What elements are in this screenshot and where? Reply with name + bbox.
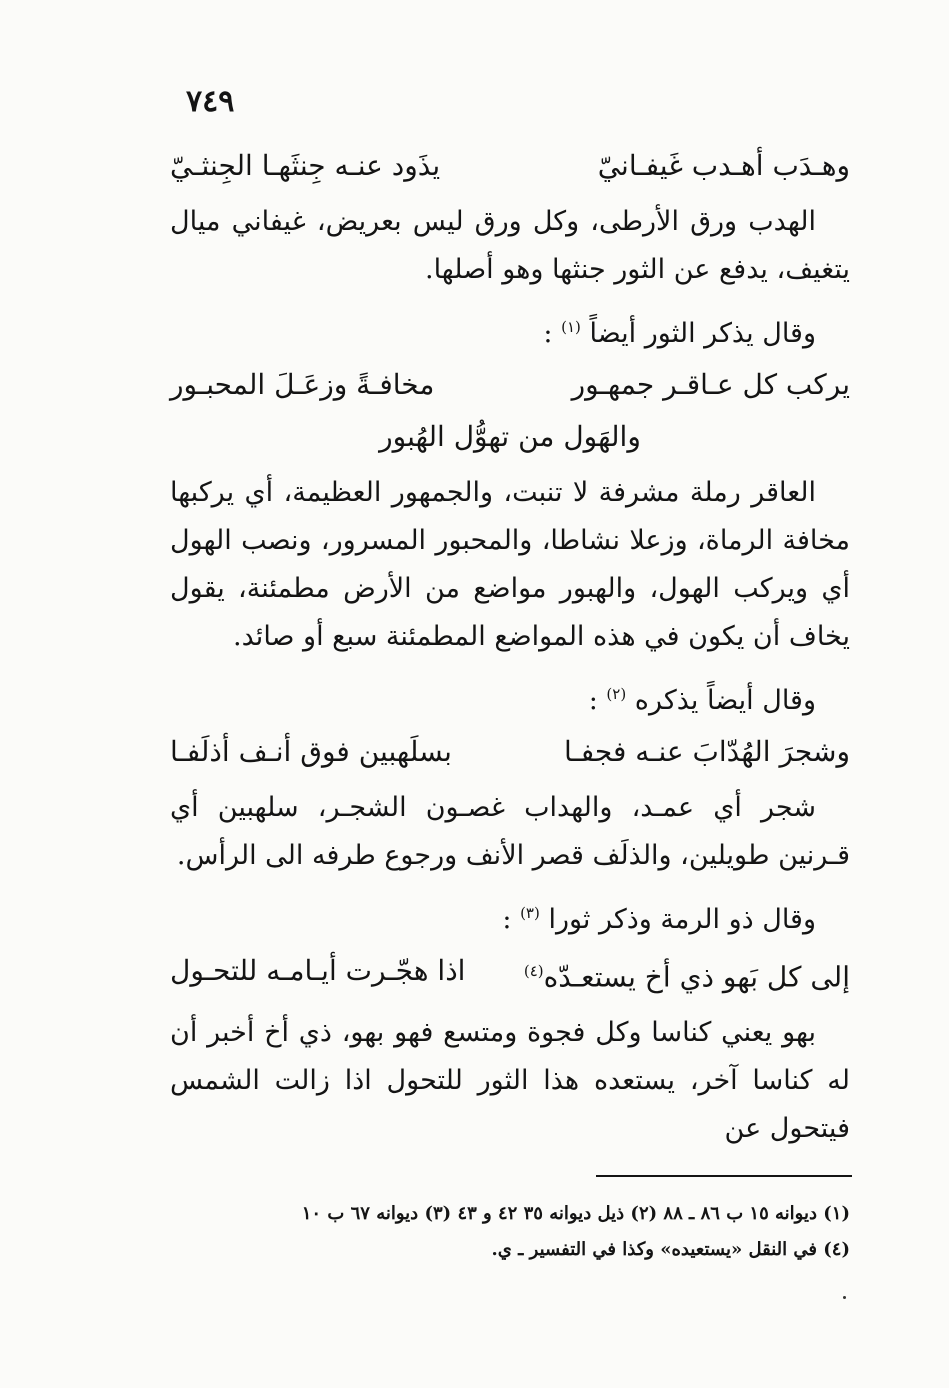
intro-text: وقال ذو الرمة وذكر ثورا bbox=[548, 904, 816, 935]
verse-line-centered bbox=[170, 411, 850, 463]
verse-introduction bbox=[170, 302, 850, 359]
footnote-marker: (٣) bbox=[520, 904, 540, 922]
verse-introduction bbox=[170, 888, 850, 945]
footnote-divider bbox=[596, 1175, 852, 1177]
verse-first-hemistich: وهـدَب أهـدب غَيفـانيّ bbox=[597, 149, 850, 182]
commentary-paragraph: العاقر رملة مشرفة لا تنبت، والجمهور العظيمة، أي يركبها مخافة الرماة، وزعلا نشاطا، والمحبور المسرور، ونصب الهول أي ويركب الهول، والهبور مواضع من الأرض مطمئنة، يقول يخاف أن يكون في هذه المواضع المطمئنة سبع أو صائد. bbox=[170, 477, 850, 652]
intro-text: وقال يذكر الثور أيضاً bbox=[589, 318, 816, 349]
page-number: ٧٤٩ bbox=[186, 84, 235, 119]
verse-second-hemistich: مخافـةً وزعَـلَ المحبـور bbox=[170, 368, 435, 401]
intro-colon: : bbox=[588, 685, 598, 716]
intro-colon: : bbox=[543, 318, 553, 349]
commentary-paragraph: شجر أي عمـد، والهداب غصـون الشجـر، سلهبين أي قـرنين طويلين، والذلَف قصر الأنف ورجوع طرفه الى الرأس. bbox=[170, 792, 850, 871]
verse-second-hemistich: يذَود عنـه جِنثَهـا الجِنثـيّ bbox=[170, 149, 441, 182]
ink-speck bbox=[843, 1296, 846, 1299]
verse-second-hemistich: بسلَهبين فوق أنـف أذلَفـا bbox=[170, 735, 452, 768]
commentary-paragraph: بهو يعني كناسا وكل فجوة ومتسع فهو بهو، ذي أخ أخبر أن له كناسا آخر، يستعده هذا الثور للتحول اذا زالت الشمس فيتحول عن bbox=[170, 1017, 850, 1145]
main-text bbox=[170, 140, 850, 1161]
verse-first-hemistich: يركب كل عـاقـر جمهـور bbox=[571, 368, 850, 401]
verse-line bbox=[170, 726, 850, 778]
footnotes bbox=[170, 1196, 850, 1268]
footnote-line: (١) ديوانه ١٥ ب ٨٦ ـ ٨٨ (٢) ذيل ديوانه ٣٥ ٤٢ و ٤٣ (٣) ديوانه ٦٧ ب ١٠ bbox=[301, 1203, 850, 1224]
verse-line bbox=[170, 359, 850, 411]
verse-line bbox=[170, 140, 850, 192]
verse-first-hemistich: وشجرَ الهُدّابَ عنـه فجفـا bbox=[564, 735, 850, 768]
verse-first-hemistich bbox=[524, 945, 850, 1003]
verse-introduction bbox=[170, 669, 850, 726]
commentary-paragraph: الهدب ورق الأرطى، وكل ورق ليس بعريض، غيفاني ميال يتغيف، يدفع عن الثور جنثها وهو أصلها. bbox=[170, 206, 850, 285]
verse-line bbox=[170, 945, 850, 1003]
verse-hemistich: والهَول من تهوُّل الهُبور bbox=[379, 420, 641, 453]
footnote-line: (٤) في النقل «يستعيده» وكذا في التفسير ـ ي. bbox=[491, 1239, 850, 1260]
footnote-marker: (٢) bbox=[606, 685, 627, 703]
footnote-marker: (٤) bbox=[523, 962, 544, 980]
verse-second-hemistich: اذا هجّـرت أيـامـه للتحـول bbox=[170, 954, 466, 987]
intro-colon: : bbox=[502, 904, 512, 935]
intro-text: وقال أيضاً يذكره bbox=[634, 685, 816, 716]
footnote-marker: (١) bbox=[561, 318, 581, 336]
hemistich-text: إلى كل بَهو ذي أخ يستعـدّه bbox=[543, 960, 850, 994]
